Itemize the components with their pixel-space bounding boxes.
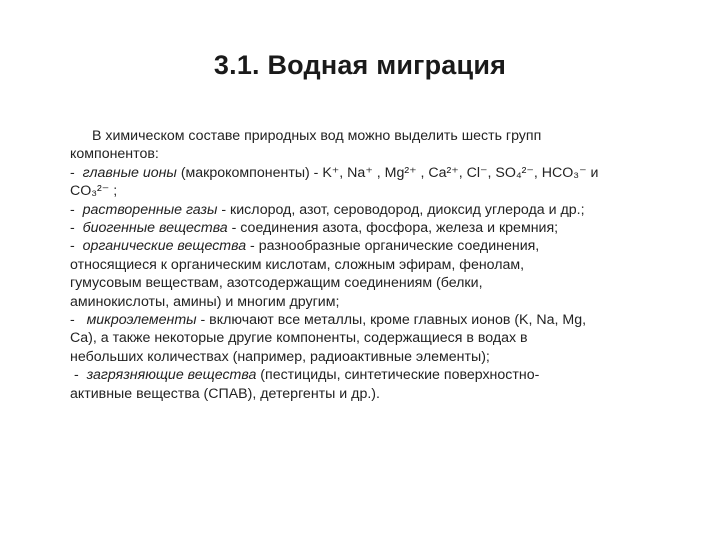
list-dash: -: [70, 220, 75, 237]
list-item-continuation: CO₃²⁻ ;: [70, 183, 118, 200]
list-term: главные ионы: [82, 164, 177, 181]
list-item-continuation: Ca), а также некоторые другие компоненты, содержащиеся в водах в: [70, 330, 528, 347]
list-item-pollutants: [70, 366, 670, 384]
list-item-dissolved-gases: [70, 201, 670, 219]
list-term: загрязняющие вещества: [86, 367, 257, 384]
list-item-microelements: [70, 311, 670, 329]
list-item-main-ions: [70, 164, 670, 182]
list-dash: -: [70, 312, 75, 329]
list-dash: -: [70, 238, 75, 255]
list-term: биогенные вещества: [82, 220, 228, 237]
list-term: микроэлементы: [86, 312, 197, 329]
list-text: (макрокомпоненты) - K⁺, Na⁺ , Mg²⁺ , Ca²⁺, Cl⁻, SO₄²⁻, HCO₃⁻ и: [176, 164, 599, 181]
list-item-continuation: гумусовым веществам, азотсодержащим соединениям (белки,: [70, 275, 483, 292]
list-item-continuation: аминокислоты, амины) и многим другим;: [70, 293, 340, 310]
intro-line-2: компонентов:: [70, 146, 159, 163]
slide-title: 3.1. Водная миграция: [213, 50, 507, 80]
list-item-continuation: небольших количествах (например, радиоактивные элементы);: [70, 348, 490, 365]
list-item-biogenic: [70, 219, 670, 237]
slide-body: [70, 127, 670, 403]
list-dash: -: [70, 201, 75, 218]
list-text: - кислород, азот, сероводород, диоксид углерода и др.;: [217, 201, 585, 218]
list-item-continuation: относящиеся к органическим кислотам, сложным эфирам, фенолам,: [70, 256, 525, 273]
list-text: - включают все металлы, кроме главных ионов (K, Na, Mg,: [196, 312, 587, 329]
list-item-continuation: активные вещества (СПАВ), детергенты и др.).: [70, 385, 380, 402]
list-term: органические вещества: [82, 238, 247, 255]
list-dash: -: [70, 164, 75, 181]
intro-line-1: В химическом составе природных вод можно выделить шесть групп: [92, 128, 542, 144]
list-item-organic: [70, 237, 670, 255]
list-dash: -: [73, 367, 79, 384]
list-text: - разнообразные органические соединения,: [246, 238, 540, 255]
list-text: - соединения азота, фосфора, железа и кремния;: [227, 220, 559, 237]
list-text: (пестициды, синтетические поверхностно-: [256, 367, 540, 384]
list-term: растворенные газы: [82, 201, 218, 218]
